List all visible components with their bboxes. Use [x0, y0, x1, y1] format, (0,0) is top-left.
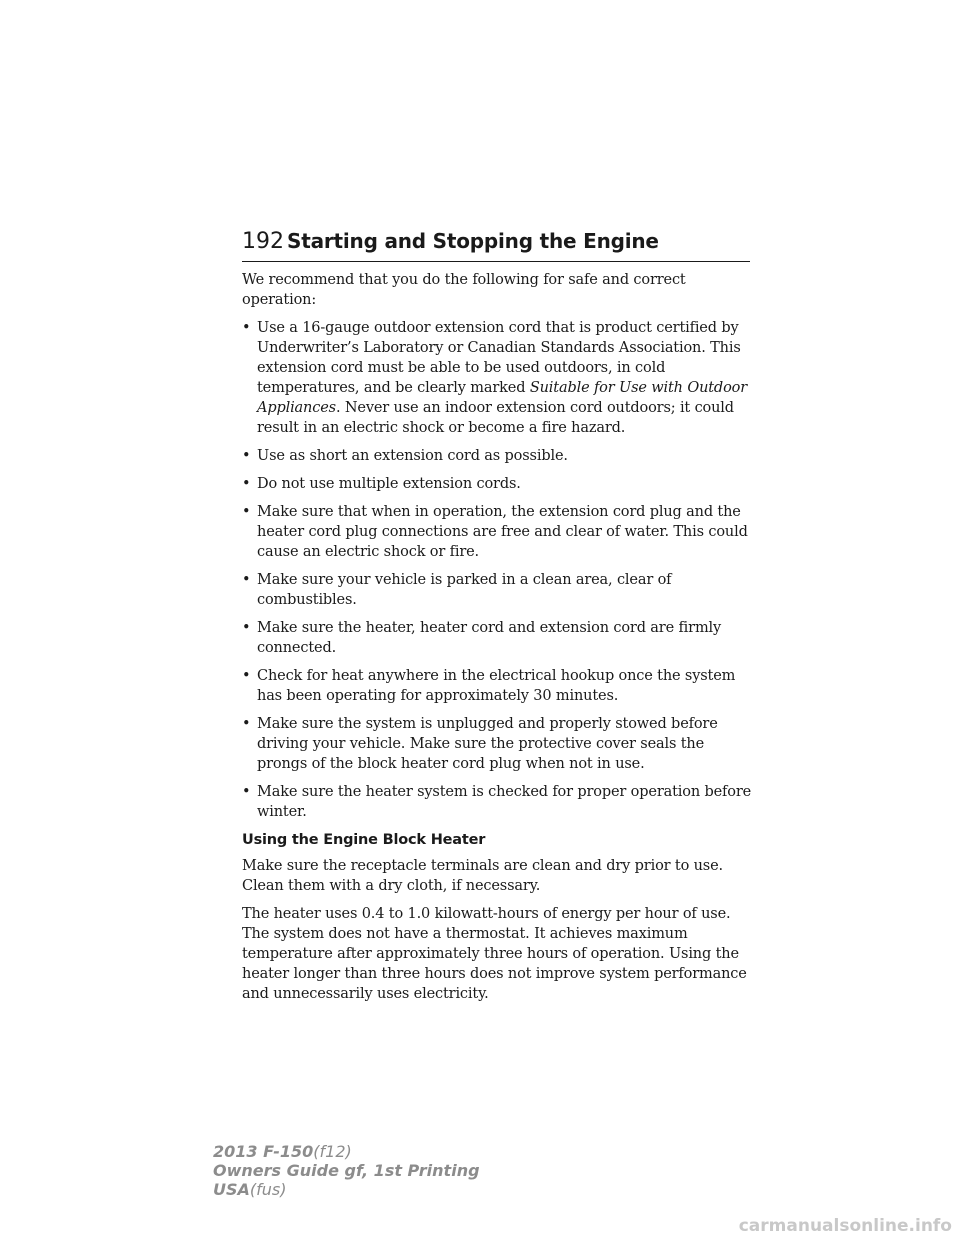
bullet-icon: •: [242, 476, 251, 492]
page-content: [242, 270, 752, 1012]
page-title: Starting and Stopping the Engine: [287, 229, 659, 253]
intro-paragraph: We recommend that you do the following for safe and correct operation:: [242, 272, 686, 308]
list-item: [242, 446, 752, 466]
list-item: [242, 618, 752, 658]
footer-line: [213, 1142, 480, 1161]
bullet-text: Use a 16-gauge outdoor extension cord that is product certified by Underwriter’s Laboratory or Canadian Standards Association. This extension cord must be able to be used outdoors, in cold temperatures, and be clearly marked: [257, 320, 741, 396]
watermark: carmanualsonline.info: [738, 1216, 952, 1236]
bullet-text: Check for heat anywhere in the electrical hookup once the system has been operating for approximately 30 minutes.: [257, 668, 736, 704]
safety-bullet-list: [242, 318, 752, 822]
list-item: [242, 474, 752, 494]
bullet-text: Use as short an extension cord as possible.: [257, 448, 568, 464]
footer-line: [213, 1180, 480, 1199]
footer-model: 2013 F-150: [213, 1142, 314, 1161]
page-number: 192: [242, 229, 284, 254]
bullet-icon: •: [242, 448, 251, 464]
bullet-text: . Never use an indoor extension cord outdoors; it could result in an electric shock or become a fire hazard.: [257, 400, 734, 436]
footer-market: USA: [213, 1180, 250, 1199]
bullet-icon: •: [242, 572, 251, 588]
section-paragraph: The heater uses 0.4 to 1.0 kilowatt-hours of energy per hour of use. The system does not have a thermostat. It achieves maximum temperature after approximately three hours of operation. Using the heater longer than three hours does not improve system performance and unnecessarily uses electricity.: [242, 906, 747, 1002]
bullet-icon: •: [242, 320, 251, 336]
bullet-icon: •: [242, 668, 251, 684]
bullet-text: Make sure the heater system is checked for proper operation before winter.: [257, 784, 752, 820]
bullet-text: Make sure the system is unplugged and properly stowed before driving your vehicle. Make sure the protective cover seals the prongs of the block heater cord plug when not in use.: [257, 716, 718, 772]
bullet-text: Do not use multiple extension cords.: [257, 476, 521, 492]
bullet-text: Make sure the heater, heater cord and extension cord are firmly connected.: [257, 620, 722, 656]
list-item: [242, 502, 752, 562]
bullet-text: Make sure that when in operation, the extension cord plug and the heater cord plug connections are free and clear of water. This could cause an electric shock or fire.: [257, 504, 748, 560]
bullet-text-italic: Suitable for Use with Outdoor Appliances: [257, 380, 748, 416]
list-item: [242, 782, 752, 822]
footer-model-code: (f12): [313, 1142, 352, 1161]
bullet-icon: •: [242, 504, 251, 520]
bullet-icon: •: [242, 620, 251, 636]
section-heading: Using the Engine Block Heater: [242, 832, 486, 848]
list-item: [242, 570, 752, 610]
list-item: [242, 318, 752, 438]
footer-market-code: (fus): [249, 1180, 287, 1199]
bullet-icon: •: [242, 784, 251, 800]
footer-line: Owners Guide gf, 1st Printing: [213, 1161, 480, 1180]
list-item: [242, 666, 752, 706]
section-paragraph: Make sure the receptacle terminals are clean and dry prior to use. Clean them with a dry cloth, if necessary.: [242, 858, 723, 894]
print-footer: [213, 1142, 480, 1199]
list-item: [242, 714, 752, 774]
bullet-icon: •: [242, 716, 251, 732]
bullet-text: Make sure your vehicle is parked in a clean area, clear of combustibles.: [257, 572, 672, 608]
page-header: [242, 229, 750, 262]
